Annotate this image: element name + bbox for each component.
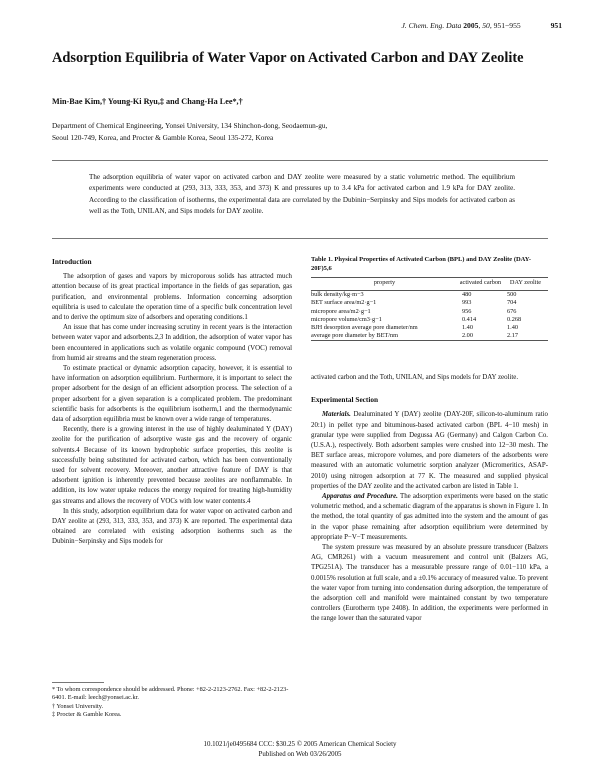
runin-heading: Apparatus and Procedure. <box>322 493 398 501</box>
page-footer <box>120 740 480 759</box>
table-header-cell: property <box>373 279 396 287</box>
runin-heading: Materials. <box>322 411 351 419</box>
table-cell: micropore area/m2·g−1 <box>311 307 371 315</box>
table-cell: 0.414 <box>461 315 477 323</box>
abstract: The adsorption equilibria of water vapor on activated carbon and DAY zeolite were measured by a static volumetric method. The equilibrium experiments were conducted at (293, 313, 333, 353, and 373) K and pressures up to 3.4 kPa for activated carbon and 1.9 kPa for DAY zeolite. According to the classification of isotherms, the experimental data are correlated by the Dubinin−Serpinsky and Sips models for activated carbon as well as the Toth, UNILAN, and Sips models for DAY zeolite. <box>89 173 515 216</box>
journal-volume: 50 <box>482 21 490 30</box>
abstract-bottom-rule <box>52 238 548 239</box>
table-row <box>311 308 548 316</box>
table-cell: BJH desorption average pore diameter/nm <box>311 324 418 331</box>
right-column <box>311 373 548 625</box>
left-column <box>52 257 292 548</box>
paragraph: activated carbon and the Toth, UNILAN, and Sips models for DAY zeolite. <box>311 374 519 381</box>
footnote: ‡ Procter & Gamble Korea. <box>52 711 122 719</box>
paragraph-text: The adsorption experiments were based on the static volumetric method, and a schematic diagram of the apparatus is shown in Figure 1. In the method, the total quantity of gas admitted into the system and the amount of gas in the vapor phase remaining after adsorption equilibrium were determined by appropriate P−V−T measurements. <box>311 493 548 541</box>
doi-line: 10.1021/je0495684 CCC: $30.25 © 2005 American Chemical Society <box>203 741 397 748</box>
paragraph: Recently, there is a growing interest in the use of highly dealuminated Y (DAY) zeolite for the purification of adsorptive waste gas and the recovery of organic solvents.4 Because of its known hydrophobic surface properties, this zeolite is successfully being substituted for activated carbon, which has been conventionally used for solvent recovery. Moreover, another attractive feature of DAY is that adsorbent ignition is inherently prevented because zeolites are nonflammable. In addition, its low water uptake reduces the energy required for treating high-humidity gas streams and allows the recovery of VOCs with low water contents.4 <box>52 426 292 505</box>
table-cell: micropore volume/cm3·g−1 <box>311 315 382 323</box>
paragraph: The adsorption of gases and vapors by microporous solids has attracted much attention because of its great practical importance in the fields of gas separation, gas purification, and environmental problems. Information concerning adsorption equilibria is used to calculate the operation time of a specific bulk concentration level and to derive the optimum size of adsorbers and operating conditions.1 <box>52 273 292 322</box>
footnote-rule <box>52 682 104 683</box>
table-cell: 480 <box>461 291 472 299</box>
journal-pages: 951−955 <box>493 21 521 30</box>
paragraph <box>311 410 548 492</box>
table-row <box>311 291 548 300</box>
page-number: 951 <box>550 21 562 30</box>
table-cell: 2.00 <box>461 332 473 340</box>
table-header-cell: activated carbon <box>459 279 502 287</box>
paragraph <box>311 492 548 543</box>
table-cell: 1.40 <box>461 324 473 331</box>
table-header-cell: DAY zeolite <box>509 279 542 287</box>
footnotes <box>52 682 292 720</box>
table-cell: 2.17 <box>506 332 518 340</box>
article-title: Adsorption Equilibria of Water Vapor on Activated Carbon and DAY Zeolite <box>52 50 524 66</box>
journal-name: J. Chem. Eng. Data <box>401 21 462 30</box>
paragraph-text: Dealuminated Y (DAY) zeolite (DAY-20F, silicon-to-aluminum ratio 20:1) in pellet type and bituminous-based activated carbon (BPL 4−10 mesh) in granular type were supplied from Degussa AG (Germany) and Calgon Carbon Co. (U.S.A.), respectively. Both adsorbent samples were crushed into 12−30 mesh. The BET surface areas, micropore volumes, and pore diameters of the adsorbents were measured with an automatic volumetric sorption analyzer (Micromeritics, ASAP-2010) using nitrogen adsorption at 77 K. The measured and supplied physical properties of the DAY zeolite and the activated carbon are listed in Table 1. <box>311 411 548 490</box>
table-row <box>311 299 548 307</box>
table-cell: 956 <box>461 307 472 315</box>
running-header: J. Chem. Eng. Data 2005, 50, 951−955 951 <box>401 21 562 30</box>
table-row <box>311 316 548 324</box>
affiliation <box>52 120 492 143</box>
table-cell: 0.268 <box>506 315 522 323</box>
table-row <box>311 332 548 341</box>
table-cell: 704 <box>506 299 517 307</box>
affiliation-line: Department of Chemical Engineering, Yonsei University, 134 Shinchon-dong, Seodaemun-gu, <box>52 121 328 130</box>
table-cell: 676 <box>506 307 517 315</box>
affiliation-line: Seoul 120-749, Korea, and Procter & Gamble Korea, Seoul 135-272, Korea <box>52 132 274 142</box>
table-cell: bulk density/kg·m−3 <box>311 291 364 299</box>
abstract-top-rule <box>52 160 548 161</box>
table-cell: average pore diameter by BET/nm <box>311 332 399 340</box>
paragraph: The system pressure was measured by an absolute pressure transducer (Balzers AG, CMR261) with a vacuum measurement and control unit (Balzers AG, TPG251A). The transducer has a measurable pressure range of 0.01−110 kPa, a 0.0015% resolution at full scale, and a ±0.1% accuracy of measured value. To prevent the water vapor from turning into condensation during adsorption, the temperature of the adsorption cell and manifold were maintained constant by two temperature controllers (Eurotherm type 2408). In addition, the experiments were performed in the range lower than the saturated vapor <box>311 544 548 623</box>
footnote: † Yonsei University. <box>52 702 104 710</box>
table-cell: 500 <box>506 291 517 299</box>
table-cell: 1.40 <box>506 324 518 331</box>
paragraph: To estimate practical or dynamic adsorption capacity, however, it is essential to have information on adsorption equilibrium. Furthermore, it is important to select the proper adsorbent for the design of an efficient adsorption process. The selection of a proper adsorbent for a given separation is a complicated problem. The predominant scientific basis for adsorbents is the equilibrium isotherm,1 and the thermodynamic data of adsorption equilibria must be known over a wide range of temperatures. <box>52 365 292 424</box>
table-cell: BET surface area/m2·g−1 <box>311 299 377 307</box>
table-cell: 993 <box>461 299 472 307</box>
section-heading-experimental: Experimental Section <box>311 395 379 405</box>
section-heading-introduction: Introduction <box>52 257 92 266</box>
table-row <box>311 324 548 332</box>
table-caption: Table 1. Physical Properties of Activated Carbon (BPL) and DAY Zeolite (DAY-20F)5,6 <box>311 256 532 272</box>
paragraph: In this study, adsorption equilibrium data for water vapor on activated carbon and DAY zeolite at (293, 313, 333, 353, and 373) K are reported. The experimental data obtained are correlated with existing adsorption isotherms such as the Dubinin−Serpinsky and Sips models for <box>52 507 292 546</box>
paragraph: An issue that has come under increasing scrutiny in recent years is the interaction between water vapor and adsorbents.2,3 In addition, the adsorption of water vapor has been encountered in applications such as volatile organic compound (VOC) removal from humid air streams and the steam regeneration process. <box>52 324 292 362</box>
properties-table <box>311 256 548 341</box>
author-list: Min-Bae Kim,† Young-Ki Ryu,‡ and Chang-Ha Lee*,† <box>52 97 243 106</box>
footnote: * To whom correspondence should be addressed. Phone: +82-2-2123-2762. Fax: +82-2-2123-6401. E-mail: leech@yonsei.ac.kr. <box>52 686 289 702</box>
journal-year: 2005 <box>463 21 479 30</box>
published-line: Published on Web 03/26/2005 <box>258 750 342 758</box>
